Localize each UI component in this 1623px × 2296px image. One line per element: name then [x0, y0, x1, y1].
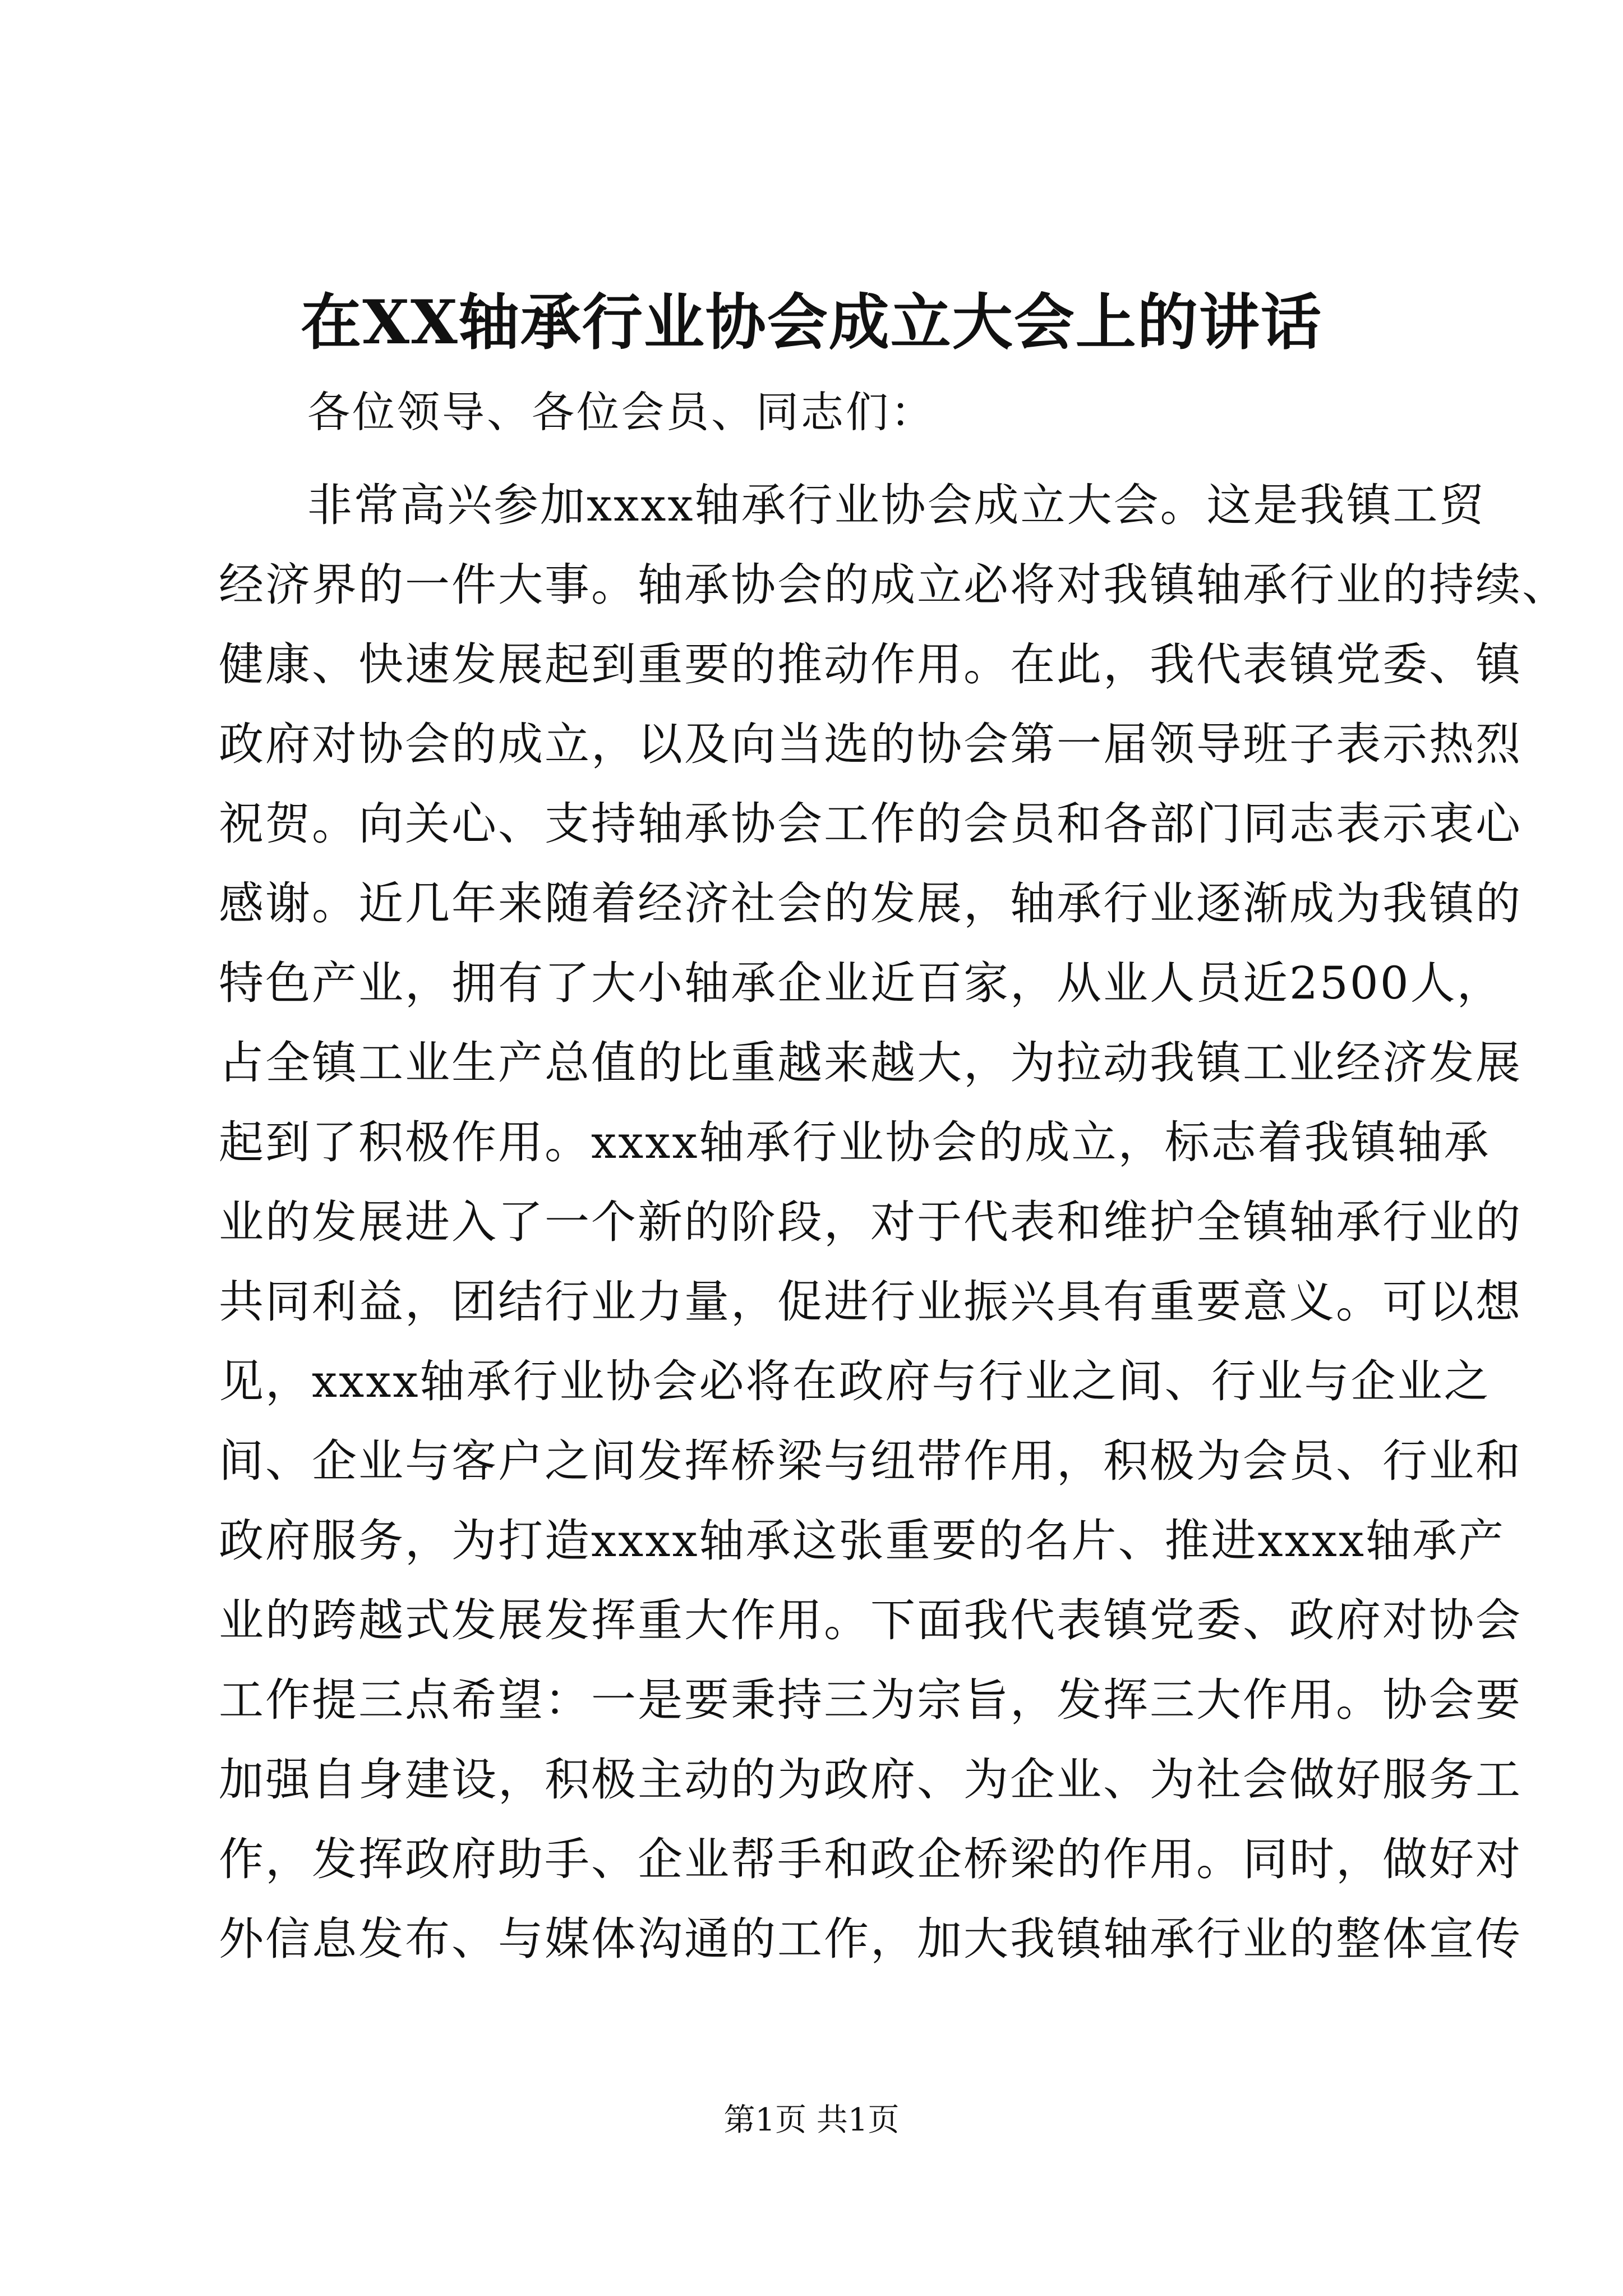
- body-paragraph: [219, 466, 1569, 1979]
- body-line: 经济界的一件大事。轴承协会的成立必将对我镇轴承行业的持续、: [219, 559, 1569, 611]
- document-title: 在XX轴承行业协会成立大会上的讲话: [301, 287, 1322, 358]
- body-line: 占全镇工业生产总值的比重越来越大，为拉动我镇工业经济发展: [219, 1037, 1522, 1089]
- page-number: 第1页 共1页: [723, 2102, 900, 2138]
- body-line: 间、企业与客户之间发挥桥梁与纽带作用，积极为会员、行业和: [219, 1435, 1522, 1487]
- body-line: 健康、快速发展起到重要的推动作用。在此，我代表镇党委、镇: [219, 638, 1522, 691]
- body-line: 祝贺。向关心、支持轴承协会工作的会员和各部门同志表示衷心: [219, 798, 1522, 850]
- body-line: 见，xxxx轴承行业协会必将在政府与行业之间、行业与企业之: [219, 1355, 1491, 1407]
- body-line: 感谢。近几年来随着经济社会的发展，轴承行业逐渐成为我镇的: [219, 877, 1522, 930]
- body-line: 政府服务，为打造xxxx轴承这张重要的名片、推进xxxx轴承产: [219, 1515, 1505, 1567]
- body-line: 工作提三点希望：一是要秉持三为宗旨，发挥三大作用。协会要: [219, 1674, 1522, 1726]
- body-line: 外信息发布、与媒体沟通的工作，加大我镇轴承行业的整体宣传: [219, 1913, 1522, 1965]
- salutation: 各位领导、各位会员、同志们：: [307, 387, 935, 437]
- body-line: 非常高兴参加xxxx轴承行业协会成立大会。这是我镇工贸: [307, 479, 1486, 531]
- body-line: 作，发挥政府助手、企业帮手和政企桥梁的作用。同时，做好对: [219, 1833, 1522, 1885]
- body-line: 共同利益，团结行业力量，促进行业振兴具有重要意义。可以想: [219, 1276, 1522, 1328]
- body-line: 政府对协会的成立，以及向当选的协会第一届领导班子表示热烈: [219, 718, 1522, 770]
- body-line: 业的发展进入了一个新的阶段，对于代表和维护全镇轴承行业的: [219, 1196, 1522, 1248]
- body-line: 特色产业，拥有了大小轴承企业近百家，从业人员近2500人，: [219, 957, 1504, 1009]
- body-line: 加强自身建设，积极主动的为政府、为企业、为社会做好服务工: [219, 1754, 1522, 1806]
- body-line: 起到了积极作用。xxxx轴承行业协会的成立，标志着我镇轴承: [219, 1116, 1491, 1168]
- body-line: 业的跨越式发展发挥重大作用。下面我代表镇党委、政府对协会: [219, 1594, 1522, 1646]
